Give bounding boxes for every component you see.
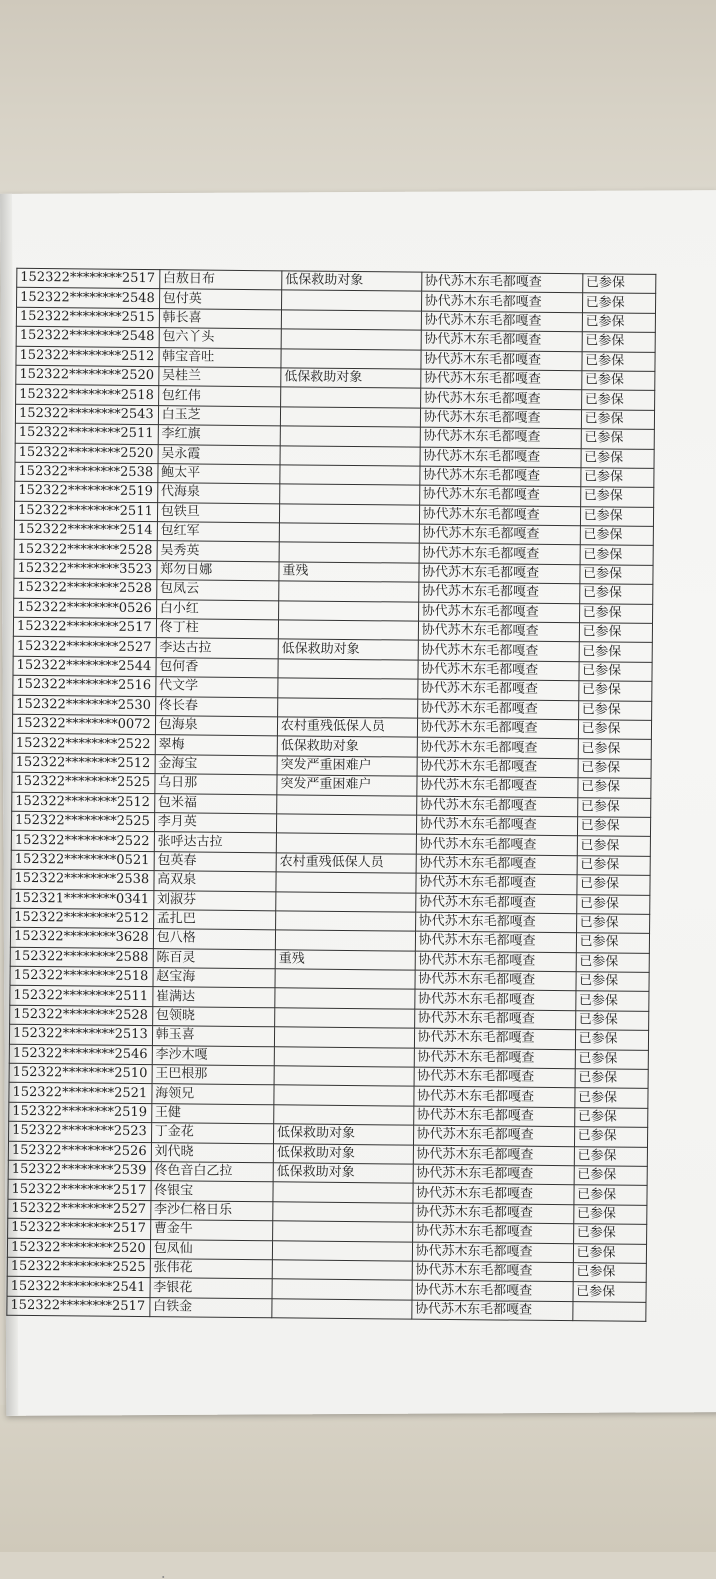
village-cell: 协代苏木东毛都嘎查: [416, 834, 577, 855]
name-cell: 包付英: [159, 289, 281, 310]
village-cell: 协代苏木东毛都嘎查: [420, 369, 581, 390]
id-cell: 152322********0521: [11, 850, 154, 871]
village-cell: 协代苏木东毛都嘎查: [415, 951, 576, 972]
name-cell: 孟扎巴: [153, 910, 275, 931]
name-cell: 包米福: [154, 793, 276, 814]
status-cell: 已参保: [574, 1185, 648, 1205]
category-cell: [274, 1105, 414, 1126]
id-cell: 152322********2517: [13, 617, 156, 638]
name-cell: 郑勿日娜: [157, 561, 279, 582]
category-cell: [275, 911, 415, 932]
id-cell: 152322********2511: [10, 986, 153, 1007]
name-cell: 李红旗: [158, 425, 280, 446]
id-cell: 152322********2520: [16, 365, 159, 386]
status-cell: 已参保: [582, 274, 656, 294]
village-cell: 协代苏木东毛都嘎查: [411, 1300, 572, 1321]
name-cell: 海领兄: [152, 1084, 274, 1105]
status-cell: 已参保: [576, 952, 650, 972]
category-cell: [280, 484, 420, 505]
id-cell: 152322********2511: [15, 423, 158, 444]
category-cell: 突发严重困难户: [277, 756, 417, 777]
id-cell: 152322********2518: [10, 966, 153, 987]
category-cell: [272, 1240, 412, 1261]
name-cell: 佟色音白乙拉: [151, 1162, 273, 1183]
name-cell: 丁金花: [151, 1123, 273, 1144]
category-cell: [274, 1046, 414, 1067]
category-cell: 低保救助对象: [273, 1143, 413, 1164]
village-cell: 协代苏木东毛都嘎查: [415, 912, 576, 933]
name-cell: 李沙仁格日乐: [150, 1200, 272, 1221]
id-cell: 152322********3628: [10, 928, 153, 949]
status-cell: 已参保: [576, 894, 650, 914]
name-cell: 翠梅: [155, 735, 277, 756]
village-cell: 协代苏木东毛都嘎查: [414, 1067, 575, 1088]
category-cell: [274, 1066, 414, 1087]
name-cell: 白小红: [156, 599, 278, 620]
status-cell: 已参保: [577, 836, 651, 856]
id-cell: 152322********2525: [12, 772, 155, 793]
name-cell: 包海泉: [155, 716, 277, 737]
id-cell: 152322********2528: [10, 1005, 153, 1026]
status-cell: 已参保: [576, 875, 650, 895]
id-cell: 152322********2539: [8, 1160, 151, 1181]
category-cell: 突发严重困难户: [277, 775, 417, 796]
id-cell: 152322********2517: [8, 1180, 151, 1201]
village-cell: 协代苏木东毛都嘎查: [413, 1106, 574, 1127]
name-cell: 王巴根那: [152, 1065, 274, 1086]
category-cell: 低保救助对象: [278, 639, 418, 660]
name-cell: 金海宝: [155, 754, 277, 775]
village-cell: 协代苏木东毛都嘎查: [419, 466, 580, 487]
category-cell: [280, 426, 420, 447]
id-cell: 152322********2544: [13, 656, 156, 677]
category-cell: [280, 445, 420, 466]
status-cell: 已参保: [573, 1204, 647, 1224]
village-cell: 协代苏木东毛都嘎查: [418, 563, 579, 584]
id-cell: 152322********2546: [9, 1044, 152, 1065]
category-cell: [273, 1202, 413, 1223]
category-cell: [274, 1027, 414, 1048]
name-cell: 刘代晓: [151, 1142, 273, 1163]
status-cell: 已参保: [582, 351, 656, 371]
status-cell: 已参保: [581, 448, 655, 468]
category-cell: [278, 600, 418, 621]
status-cell: 已参保: [581, 371, 655, 391]
id-cell: 152322********0526: [14, 598, 157, 619]
category-cell: [279, 581, 419, 602]
village-cell: 协代苏木东毛都嘎查: [418, 621, 579, 642]
category-cell: 农村重残低保人员: [277, 717, 417, 738]
village-cell: 协代苏木东毛都嘎查: [415, 970, 576, 991]
village-cell: 协代苏木东毛都嘎查: [418, 602, 579, 623]
name-cell: 李月英: [154, 813, 276, 834]
status-cell: 已参保: [574, 1107, 648, 1127]
status-cell: 已参保: [577, 855, 651, 875]
id-cell: 152322********2515: [16, 307, 159, 328]
id-cell: 152322********2514: [14, 520, 157, 541]
category-cell: [281, 348, 421, 369]
category-cell: [272, 1279, 412, 1300]
id-cell: 152322********2511: [14, 501, 157, 522]
id-cell: 152322********2526: [8, 1141, 151, 1162]
village-cell: 协代苏木东毛都嘎查: [420, 427, 581, 448]
status-cell: 已参保: [579, 565, 653, 585]
category-cell: [275, 969, 415, 990]
category-cell: [275, 1008, 415, 1029]
id-cell: 152322********2588: [10, 947, 153, 968]
name-cell: 吴永霞: [158, 444, 280, 465]
status-cell: 已参保: [575, 991, 649, 1011]
village-cell: 协代苏木东毛都嘎查: [417, 699, 578, 720]
status-cell: 已参保: [578, 739, 652, 759]
name-cell: 包红军: [157, 522, 279, 543]
status-cell: 已参保: [578, 681, 652, 701]
status-cell: 已参保: [574, 1127, 648, 1147]
category-cell: 低保救助对象: [273, 1163, 413, 1184]
status-cell: 已参保: [575, 1011, 649, 1031]
village-cell: 协代苏木东毛都嘎查: [414, 1009, 575, 1030]
name-cell: 赵宝海: [153, 968, 275, 989]
category-cell: 低保救助对象: [277, 736, 417, 757]
category-cell: [273, 1182, 413, 1203]
id-cell: 152322********2512: [12, 792, 155, 813]
name-cell: 乌日那: [155, 774, 277, 795]
name-cell: 代海泉: [157, 483, 279, 504]
name-cell: 张伟花: [150, 1259, 272, 1280]
name-cell: 韩长喜: [159, 308, 281, 329]
status-cell: 已参保: [579, 623, 653, 643]
village-cell: 协代苏木东毛都嘎查: [419, 544, 580, 565]
name-cell: 崔满达: [152, 987, 274, 1008]
status-cell: 已参保: [576, 933, 650, 953]
category-cell: 重残: [275, 949, 415, 970]
status-cell: 已参保: [578, 720, 652, 740]
name-cell: 佟长春: [155, 696, 277, 717]
name-cell: 李沙木嘎: [152, 1045, 274, 1066]
id-cell: 152322********2512: [11, 908, 154, 929]
paper-speck: [162, 1576, 164, 1578]
name-cell: 高双泉: [154, 871, 276, 892]
id-cell: 152322********2528: [14, 579, 157, 600]
id-cell: 152322********2538: [11, 869, 154, 890]
category-cell: 低保救助对象: [273, 1124, 413, 1145]
category-cell: 农村重残低保人员: [276, 853, 416, 874]
id-cell: 152322********2520: [15, 443, 158, 464]
village-cell: 协代苏木东毛都嘎查: [412, 1183, 573, 1204]
id-cell: 152322********2519: [9, 1102, 152, 1123]
category-cell: [281, 387, 421, 408]
status-cell: 已参保: [575, 1030, 649, 1050]
id-cell: 152322********2512: [12, 753, 155, 774]
id-cell: 152322********2512: [16, 346, 159, 367]
village-cell: 协代苏木东毛都嘎查: [417, 679, 578, 700]
village-cell: 协代苏木东毛都嘎查: [412, 1203, 573, 1224]
name-cell: 包领晓: [152, 1006, 274, 1027]
status-cell: 已参保: [582, 332, 656, 352]
id-cell: 152322********2541: [7, 1277, 150, 1298]
name-cell: 曹金牛: [150, 1220, 272, 1241]
id-cell: 152321********0341: [11, 889, 154, 910]
status-cell: 已参保: [580, 526, 654, 546]
name-cell: 李达古拉: [156, 638, 278, 659]
paper-sheet: [0, 190, 716, 1416]
village-cell: 协代苏木东毛都嘎查: [417, 757, 578, 778]
village-cell: 协代苏木东毛都嘎查: [420, 408, 581, 429]
id-cell: 152322********2519: [15, 482, 158, 503]
category-cell: [272, 1298, 412, 1319]
name-cell: 白敖日布: [159, 270, 281, 291]
status-cell: 已参保: [577, 778, 651, 798]
village-cell: 协代苏木东毛都嘎查: [414, 1048, 575, 1069]
status-cell: 已参保: [573, 1224, 647, 1244]
status-cell: 已参保: [582, 293, 656, 313]
name-cell: 代文学: [155, 677, 277, 698]
status-cell: 已参保: [577, 817, 651, 837]
id-cell: 152322********2521: [9, 1083, 152, 1104]
id-cell: 152322********2513: [9, 1024, 152, 1045]
category-cell: 重残: [279, 562, 419, 583]
name-cell: 王健: [151, 1103, 273, 1124]
table-surface-bottom: [0, 1405, 716, 1552]
category-cell: 低保救助对象: [282, 271, 422, 292]
village-cell: 协代苏木东毛都嘎查: [416, 854, 577, 875]
name-cell: 佟银宝: [151, 1181, 273, 1202]
village-cell: 协代苏木东毛都嘎查: [413, 1125, 574, 1146]
category-cell: [279, 504, 419, 525]
village-cell: 协代苏木东毛都嘎查: [412, 1280, 573, 1301]
status-cell: 已参保: [577, 797, 651, 817]
status-cell: 已参保: [579, 584, 653, 604]
category-cell: [276, 833, 416, 854]
village-cell: 协代苏木东毛都嘎查: [413, 1164, 574, 1185]
name-cell: 鲍太平: [158, 464, 280, 485]
village-cell: 协代苏木东毛都嘎查: [419, 524, 580, 545]
id-cell: 152322********2517: [7, 1296, 150, 1317]
status-cell: 已参保: [574, 1146, 648, 1166]
category-cell: [276, 814, 416, 835]
status-cell: 已参保: [581, 409, 655, 429]
status-cell: 已参保: [576, 914, 650, 934]
id-cell: 152322********3523: [14, 559, 157, 580]
id-cell: 152322********2517: [17, 268, 160, 289]
category-cell: [276, 891, 416, 912]
village-cell: 协代苏木东毛都嘎查: [416, 796, 577, 817]
name-cell: 张呼达古拉: [154, 832, 276, 853]
id-cell: 152322********2510: [9, 1063, 152, 1084]
id-cell: 152322********2527: [13, 637, 156, 658]
name-cell: 包红伟: [158, 386, 280, 407]
status-cell: 已参保: [573, 1243, 647, 1263]
id-cell: 152322********2525: [7, 1257, 150, 1278]
village-cell: 协代苏木东毛都嘎查: [412, 1242, 573, 1263]
category-cell: [275, 988, 415, 1009]
id-cell: 152322********2522: [11, 831, 154, 852]
name-cell: 韩宝音吐: [159, 347, 281, 368]
village-cell: 协代苏木东毛都嘎查: [420, 447, 581, 468]
id-cell: 152322********2525: [11, 811, 154, 832]
status-cell: 已参保: [580, 487, 654, 507]
status-cell: 已参保: [574, 1088, 648, 1108]
category-cell: [275, 930, 415, 951]
category-cell: 低保救助对象: [281, 368, 421, 389]
id-cell: 152322********2517: [8, 1218, 151, 1239]
insurance-roster-table: [6, 268, 656, 1322]
category-cell: [273, 1221, 413, 1242]
village-cell: 协代苏木东毛都嘎查: [412, 1261, 573, 1282]
name-cell: 包何香: [156, 657, 278, 678]
status-cell: 已参保: [579, 603, 653, 623]
id-cell: 152322********2548: [16, 326, 159, 347]
village-cell: 协代苏木东毛都嘎查: [418, 582, 579, 603]
status-cell: 已参保: [578, 700, 652, 720]
village-cell: 协代苏木东毛都嘎查: [421, 292, 582, 313]
category-cell: [280, 465, 420, 486]
status-cell: 已参保: [578, 758, 652, 778]
village-cell: 协代苏木东毛都嘎查: [421, 350, 582, 371]
category-cell: [277, 794, 417, 815]
village-cell: 协代苏木东毛都嘎查: [415, 931, 576, 952]
name-cell: 包铁旦: [157, 502, 279, 523]
status-cell: 已参保: [580, 468, 654, 488]
id-cell: 152322********2528: [14, 540, 157, 561]
name-cell: 吴秀英: [157, 541, 279, 562]
category-cell: [274, 1085, 414, 1106]
village-cell: 协代苏木东毛都嘎查: [415, 893, 576, 914]
village-cell: 协代苏木东毛都嘎查: [417, 718, 578, 739]
name-cell: 佟丁柱: [156, 619, 278, 640]
table-surface-top: [0, 0, 716, 205]
category-cell: [278, 620, 418, 641]
village-cell: 协代苏木东毛都嘎查: [418, 660, 579, 681]
village-cell: 协代苏木东毛都嘎查: [417, 738, 578, 759]
status-cell: 已参保: [580, 545, 654, 565]
status-cell: 已参保: [581, 429, 655, 449]
status-cell: [572, 1301, 646, 1321]
name-cell: 吴桂兰: [158, 367, 280, 388]
status-cell: 已参保: [579, 642, 653, 662]
category-cell: [281, 329, 421, 350]
name-cell: 陈百灵: [153, 948, 275, 969]
category-cell: [272, 1260, 412, 1281]
category-cell: [278, 659, 418, 680]
name-cell: 韩玉喜: [152, 1026, 274, 1047]
id-cell: 152322********0072: [12, 714, 155, 735]
status-cell: 已参保: [576, 972, 650, 992]
village-cell: 协代苏木东毛都嘎查: [414, 990, 575, 1011]
status-cell: 已参保: [579, 662, 653, 682]
status-cell: 已参保: [581, 390, 655, 410]
village-cell: 协代苏木东毛都嘎查: [415, 873, 576, 894]
name-cell: 包凤仙: [150, 1239, 272, 1260]
id-cell: 152322********2516: [13, 675, 156, 696]
status-cell: 已参保: [575, 1049, 649, 1069]
village-cell: 协代苏木东毛都嘎查: [418, 641, 579, 662]
status-cell: 已参保: [582, 313, 656, 333]
name-cell: 刘淑芬: [153, 890, 275, 911]
category-cell: [281, 290, 421, 311]
name-cell: 包六丫头: [159, 328, 281, 349]
id-cell: 152322********2523: [9, 1121, 152, 1142]
status-cell: 已参保: [575, 1069, 649, 1089]
village-cell: 协代苏木东毛都嘎查: [420, 389, 581, 410]
id-cell: 152322********2548: [17, 288, 160, 309]
id-cell: 152322********2543: [15, 404, 158, 425]
category-cell: [281, 310, 421, 331]
id-cell: 152322********2518: [16, 385, 159, 406]
name-cell: 白玉芝: [158, 405, 280, 426]
name-cell: 包八格: [153, 929, 275, 950]
village-cell: 协代苏木东毛都嘎查: [419, 485, 580, 506]
category-cell: [278, 697, 418, 718]
village-cell: 协代苏木东毛都嘎查: [421, 272, 582, 293]
village-cell: 协代苏木东毛都嘎查: [413, 1145, 574, 1166]
category-cell: [279, 523, 419, 544]
id-cell: 152322********2527: [8, 1199, 151, 1220]
name-cell: 白铁金: [150, 1297, 272, 1318]
category-cell: [280, 407, 420, 428]
status-cell: 已参保: [573, 1282, 647, 1302]
village-cell: 协代苏木东毛都嘎查: [414, 1028, 575, 1049]
village-cell: 协代苏木东毛都嘎查: [419, 505, 580, 526]
category-cell: [278, 678, 418, 699]
village-cell: 协代苏木东毛都嘎查: [412, 1222, 573, 1243]
name-cell: 包凤云: [156, 580, 278, 601]
status-cell: 已参保: [580, 506, 654, 526]
village-cell: 协代苏木东毛都嘎查: [421, 311, 582, 332]
category-cell: [276, 872, 416, 893]
id-cell: 152322********2530: [13, 695, 156, 716]
id-cell: 152322********2520: [7, 1238, 150, 1259]
status-cell: 已参保: [574, 1166, 648, 1186]
name-cell: 李银花: [150, 1278, 272, 1299]
village-cell: 协代苏木东毛都嘎查: [413, 1087, 574, 1108]
village-cell: 协代苏木东毛都嘎查: [421, 330, 582, 351]
village-cell: 协代苏木东毛都嘎查: [416, 776, 577, 797]
name-cell: 包英春: [154, 851, 276, 872]
status-cell: 已参保: [573, 1263, 647, 1283]
village-cell: 协代苏木东毛都嘎查: [416, 815, 577, 836]
id-cell: 152322********2538: [15, 462, 158, 483]
id-cell: 152322********2522: [12, 734, 155, 755]
category-cell: [279, 542, 419, 563]
roster-body: [7, 268, 656, 1321]
